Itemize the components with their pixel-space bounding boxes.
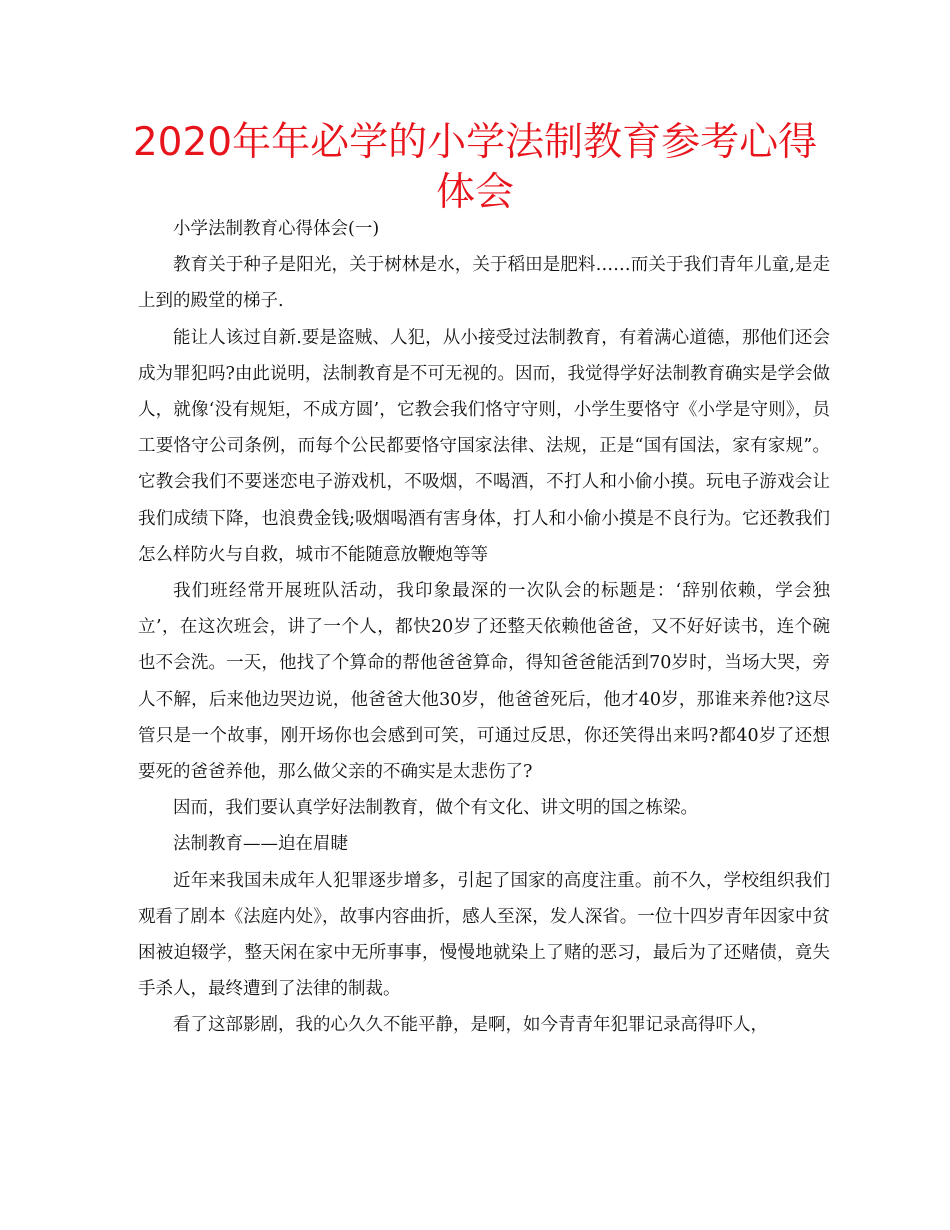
- paragraph: 因而，我们要认真学好法制教育，做个有文化、讲文明的国之栋梁。: [173, 798, 698, 819]
- paragraph: 教育关于种子是阳光，关于树林是水，关于稻田是肥料……而关于我们青年儿童,是走上到的殿堂的梯子.: [138, 255, 830, 312]
- document-body: [138, 211, 830, 1044]
- paragraph: 法制教育——迫在眉睫: [173, 834, 348, 855]
- document-title: 2020年年必学的小学法制教育参考心得体会: [132, 120, 818, 215]
- paragraph: 我们班经常开展班队活动，我印象最深的一次队会的标题是：‘辞别依赖，学会独立’，在这次班会，讲了一个人，都快20岁了还整天依赖他爸爸，又不好好读书，连个碗也不会洗。一天，他找了个算命的帮他爸爸算命，得知爸爸能活到70岁时，当场大哭，旁人不解，后来他边哭边说，他爸爸大他30岁，他爸爸死后，他才40岁，那谁来养他?这尽管只是一个故事，刚开场你也会感到可笑，可通过反思，你还笑得出来吗?都40岁了还想要死的爸爸养他，那么做父亲的不确实是太悲伤了?: [138, 581, 830, 783]
- paragraph: 能让人该过自新.要是盗贼、人犯，从小接受过法制教育，有着满心道德，那他们还会成为罪犯吗?由此说明，法制教育是不可无视的。因而，我觉得学好法制教育确实是学会做人，就像‘没有规矩，不成方圆’，它教会我们恪守守则，小学生要恪守《小学是守则》，员工要恪守公司条例，而每个公民都要恪守国家法律、法规，正是“国有国法，家有家规”。它教会我们不要迷恋电子游戏机，不吸烟，不喝酒，不打人和小偷小摸。玩电子游戏会让我们成绩下降，也浪费金钱;吸烟喝酒有害身体，打人和小偷小摸是不良行为。它还教我们怎么样防火与自救，城市不能随意放鞭炮等等: [138, 327, 830, 565]
- paragraph: 小学法制教育心得体会(一): [173, 219, 380, 239]
- paragraph: 看了这部影剧，我的心久久不能平静，是啊，如今青青年犯罪记录高得吓人，: [173, 1015, 768, 1036]
- paragraph: 近年来我国未成年人犯罪逐步增多，引起了国家的高度注重。前不久，学校组织我们观看了剧本《法庭内处》，故事内容曲折，感人至深，发人深省。一位十四岁青年因家中贫困被迫辍学，整天闲在家中无所事事，慢慢地就染上了赌的恶习，最后为了还赌债，竟失手杀人，最终遭到了法律的制裁。: [138, 870, 830, 1000]
